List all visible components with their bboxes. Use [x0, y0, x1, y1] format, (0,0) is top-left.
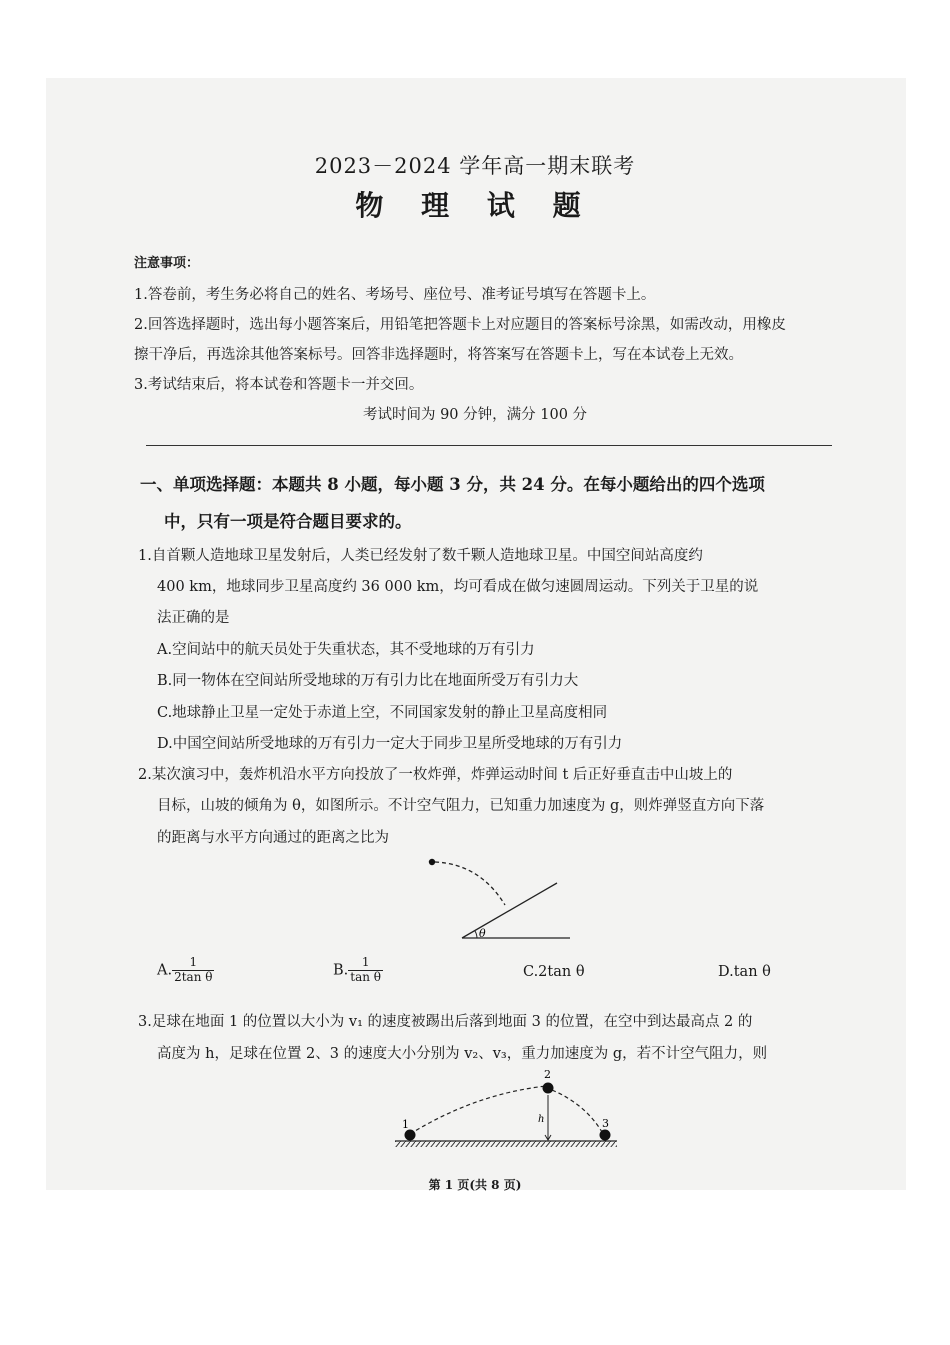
ball-position-2 — [543, 1083, 554, 1094]
q2-option-a-numerator: 1 — [172, 956, 214, 971]
notice-heading: 注意事项： — [134, 256, 200, 271]
q2-option-b — [333, 956, 383, 985]
q2-slope-diagram — [420, 850, 590, 950]
trajectory-fall — [552, 1090, 602, 1132]
exam-time-note: 考试时间为 90 分钟，满分 100 分 — [362, 407, 588, 423]
q2-option-b-prefix: B. — [333, 962, 349, 979]
bomb-trajectory — [435, 862, 505, 905]
q3-football-diagram — [380, 1064, 630, 1154]
angle-arc — [475, 931, 477, 938]
label-height: h — [538, 1114, 545, 1125]
divider-rule — [146, 445, 832, 446]
label-position-3: 3 — [602, 1117, 609, 1130]
ground-hatching — [395, 1141, 617, 1147]
q2-option-a — [157, 956, 214, 985]
q1-option-c: C.地球静止卫星一定处于赤道上空，不同国家发射的静止卫星高度相同 — [157, 705, 608, 721]
q2-stem-line-3: 的距离与水平方向通过的距离之比为 — [157, 830, 389, 846]
label-position-2: 2 — [544, 1068, 551, 1081]
q3-stem-line-1: 3.足球在地面 1 的位置以大小为 v₁ 的速度被踢出后落到地面 3 的位置，在空中到达最高点 2 的 — [138, 1014, 753, 1030]
q2-option-d: D.tan θ — [718, 964, 771, 980]
q2-stem-line-1: 2.某次演习中，轰炸机沿水平方向投放了一枚炸弹，炸弹运动时间 t 后正好垂直击中山坡上的 — [138, 767, 733, 783]
bomb-point — [429, 859, 435, 865]
label-position-1: 1 — [402, 1118, 409, 1131]
q1-stem-line-3: 法正确的是 — [157, 610, 230, 626]
notice-item-1: 1.答卷前，考生务必将自己的姓名、考场号、座位号、准考证号填写在答题卡上。 — [134, 287, 656, 303]
slope-line — [462, 883, 557, 938]
q2-option-b-fraction — [348, 956, 383, 985]
q1-stem-line-2: 400 km，地球同步卫星高度约 36 000 km，均可看成在做匀速圆周运动。下列关于卫星的说 — [157, 579, 759, 595]
q2-option-a-prefix: A. — [157, 962, 173, 979]
subject-title: 物 理 试 题 — [355, 189, 595, 222]
q2-option-c: C.2tan θ — [523, 964, 585, 980]
page-number-footer: 第 1 页(共 8 页) — [428, 1178, 522, 1192]
q1-stem-line-1: 1.自首颗人造地球卫星发射后，人类已经发射了数千颗人造地球卫星。中国空间站高度约 — [138, 548, 703, 564]
exam-year-title: 2023－2024 学年高一期末联考 — [314, 154, 636, 178]
angle-label: θ — [479, 927, 486, 940]
q1-option-b: B.同一物体在空间站所受地球的万有引力比在地面所受万有引力大 — [157, 673, 579, 689]
ball-position-3 — [600, 1130, 611, 1141]
q1-option-d: D.中国空间站所受地球的万有引力一定大于同步卫星所受地球的万有引力 — [157, 736, 623, 752]
trajectory-rise — [410, 1086, 546, 1134]
q2-option-a-denominator: 2tan θ — [174, 969, 213, 984]
section-1-heading-line-2: 中，只有一项是符合题目要求的。 — [164, 512, 412, 531]
q2-option-b-numerator: 1 — [348, 956, 383, 971]
notice-item-2-line-2: 擦干净后，再选涂其他答案标号。回答非选择题时，将答案写在答题卡上，写在本试卷上无效。 — [134, 347, 743, 363]
notice-item-2-line-1: 2.回答选择题时，选出每小题答案后，用铅笔把答题卡上对应题目的答案标号涂黑，如需改动，用橡皮 — [134, 317, 786, 333]
q2-stem-line-2: 目标，山坡的倾角为 θ，如图所示。不计空气阻力，已知重力加速度为 g，则炸弹竖直方向下落 — [157, 798, 765, 814]
ball-position-1 — [405, 1130, 416, 1141]
q1-option-a: A.空间站中的航天员处于失重状态，其不受地球的万有引力 — [157, 642, 535, 658]
q2-option-b-denominator: tan θ — [350, 969, 382, 984]
section-1-heading-line-1: 一、单项选择题：本题共 8 小题，每小题 3 分，共 24 分。在每小题给出的四个选项 — [140, 475, 765, 494]
q3-stem-line-2: 高度为 h，足球在位置 2、3 的速度大小分别为 v₂、v₃，重力加速度为 g，若不计空气阻力，则 — [157, 1046, 768, 1062]
notice-item-3: 3.考试结束后，将本试卷和答题卡一并交回。 — [134, 377, 424, 393]
q2-option-a-fraction — [172, 956, 214, 985]
